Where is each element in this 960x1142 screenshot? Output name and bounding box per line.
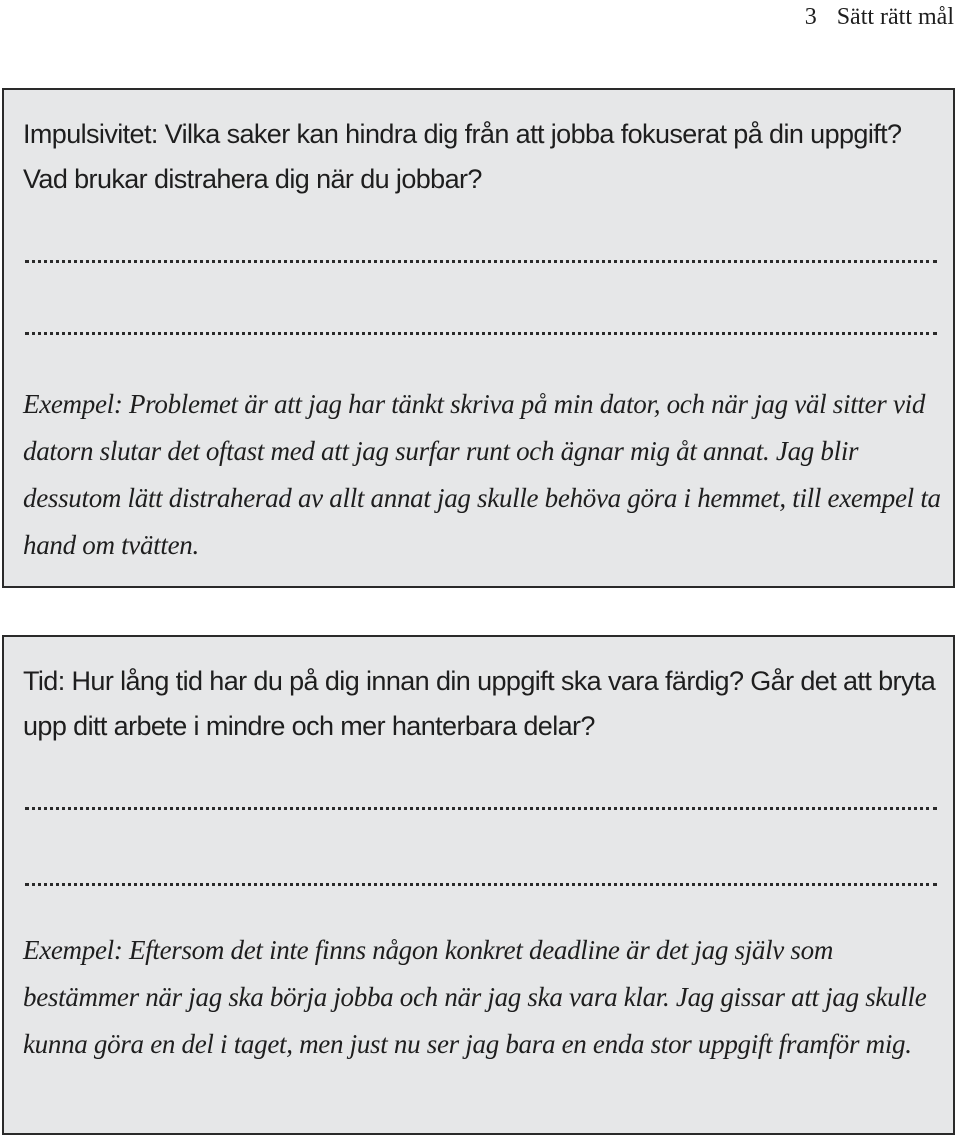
question-text: Tid: Hur lång tid har du på dig innan din uppgift ska vara färdig? Går det att bryta upp ditt arbete i mindre och mer hanterbara delar? (23, 666, 936, 741)
answer-line[interactable] (25, 260, 937, 263)
running-head (805, 2, 954, 32)
example-text: Exempel: Eftersom det inte finns någon konkret deadline är det jag själv som bestämmer när jag ska börja jobba och när jag ska vara klar. Jag gissar att jag skulle kunna göra en del i taget, men just nu ser jag bara en enda stor uppgift framför mig. (23, 935, 927, 1059)
example-text: Exempel: Problemet är att jag har tänkt skriva på min dator, och när jag väl sitter vid datorn slutar det oftast med att jag surfar runt och ägnar mig åt annat. Jag blir dessutom lätt distraherad av allt annat jag skulle behöva göra i hemmet, till exempel ta hand om tvätten. (23, 389, 941, 560)
chapter-title: Sätt rätt mål (836, 4, 954, 30)
chapter-number: 3 (804, 4, 817, 30)
exercise-box-impulsivity (2, 88, 955, 588)
answer-line[interactable] (25, 807, 937, 810)
question-text: Impulsivitet: Vilka saker kan hindra dig från att jobba fokuserat på din uppgift? Vad brukar distrahera dig när du jobbar? (23, 119, 902, 194)
exercise-box-time (2, 635, 955, 1135)
answer-line[interactable] (25, 332, 937, 335)
answer-line[interactable] (25, 883, 937, 886)
